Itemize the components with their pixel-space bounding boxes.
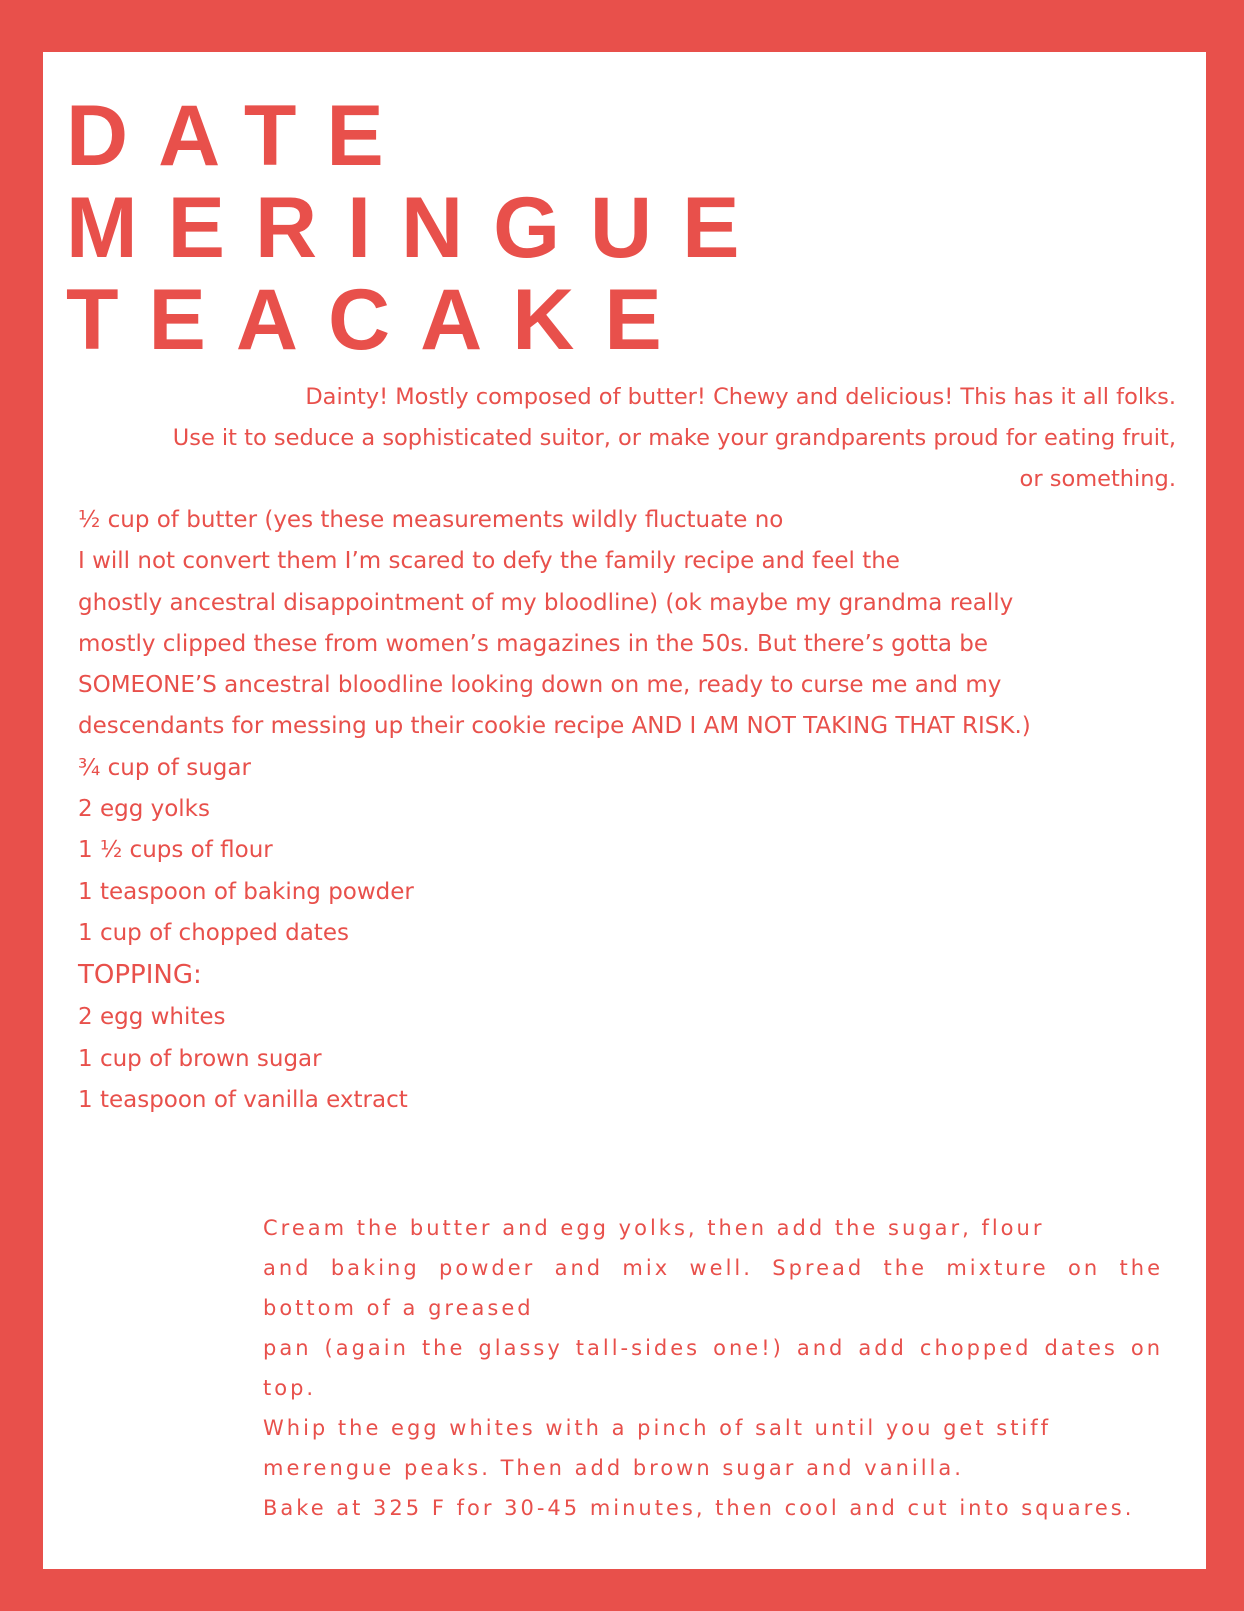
topping-heading: TOPPING: [78,960,202,991]
ingredient-note-line: descendants for messing up their cookie recipe AND I AM NOT TAKING THAT RISK.) [78,713,1031,740]
recipe-card [43,52,1206,1569]
topping-item: 1 teaspoon of vanilla extract [78,1086,408,1113]
intro-text [96,377,1176,500]
ingredient-item: 1 ½ cups of flour [78,837,273,864]
method-line: and baking powder and mix well. Spread the mixture on the bottom of a greased [263,1256,1163,1320]
ingredient-item: 1 teaspoon of baking powder [78,878,414,905]
topping-item: 1 cup of brown sugar [78,1045,322,1072]
method-line: Whip the egg whites with a pinch of salt until you get stiff [263,1416,1052,1440]
intro-line: Use it to seduce a sophisticated suitor, or make your grandparents proud for eating fruit, [172,425,1176,451]
intro-line: or something. [1019,466,1176,492]
method-line: Cream the butter and egg yolks, then add the sugar, flour [263,1216,1045,1240]
ingredient-item: 1 cup of chopped dates [78,919,349,946]
method-instructions [263,1208,1163,1528]
title-line-3: TEACAKE [66,272,692,368]
topping-item: 2 egg whites [78,1004,226,1031]
ingredient-note-line: I will not convert them I’m scared to defy the family recipe and feel the [78,548,900,575]
ingredient-note-line: ghostly ancestral disappointment of my bloodline) (ok maybe my grandma really [78,589,1014,616]
ingredient-item: ½ cup of butter (yes these measurements wildly fluctuate no [78,507,784,533]
ingredient-note-line: mostly clipped these from women’s magazines in the 50s. But there’s gotta be [78,630,989,657]
intro-line: Dainty! Mostly composed of butter! Chewy and delicious! This has it all folks. [305,384,1176,410]
ingredient-item: ¾ cup of sugar [78,754,251,781]
method-line: merengue peaks. Then add brown sugar and vanilla. [263,1456,964,1480]
method-line: Bake at 325 F for 30-45 minutes, then cool and cut into squares. [263,1496,1135,1520]
title-line-2: MERINGUE [66,180,770,276]
method-line: pan (again the glassy tall-sides one!) and add chopped dates on top. [263,1336,1163,1400]
recipe-title [66,90,769,366]
ingredient-list [78,500,1188,1121]
ingredient-item: 2 egg yolks [78,796,210,823]
ingredient-note-line: SOMEONE’S ancestral bloodline looking down on me, ready to curse me and my [78,672,1002,699]
title-line-1: DATE [66,88,414,184]
